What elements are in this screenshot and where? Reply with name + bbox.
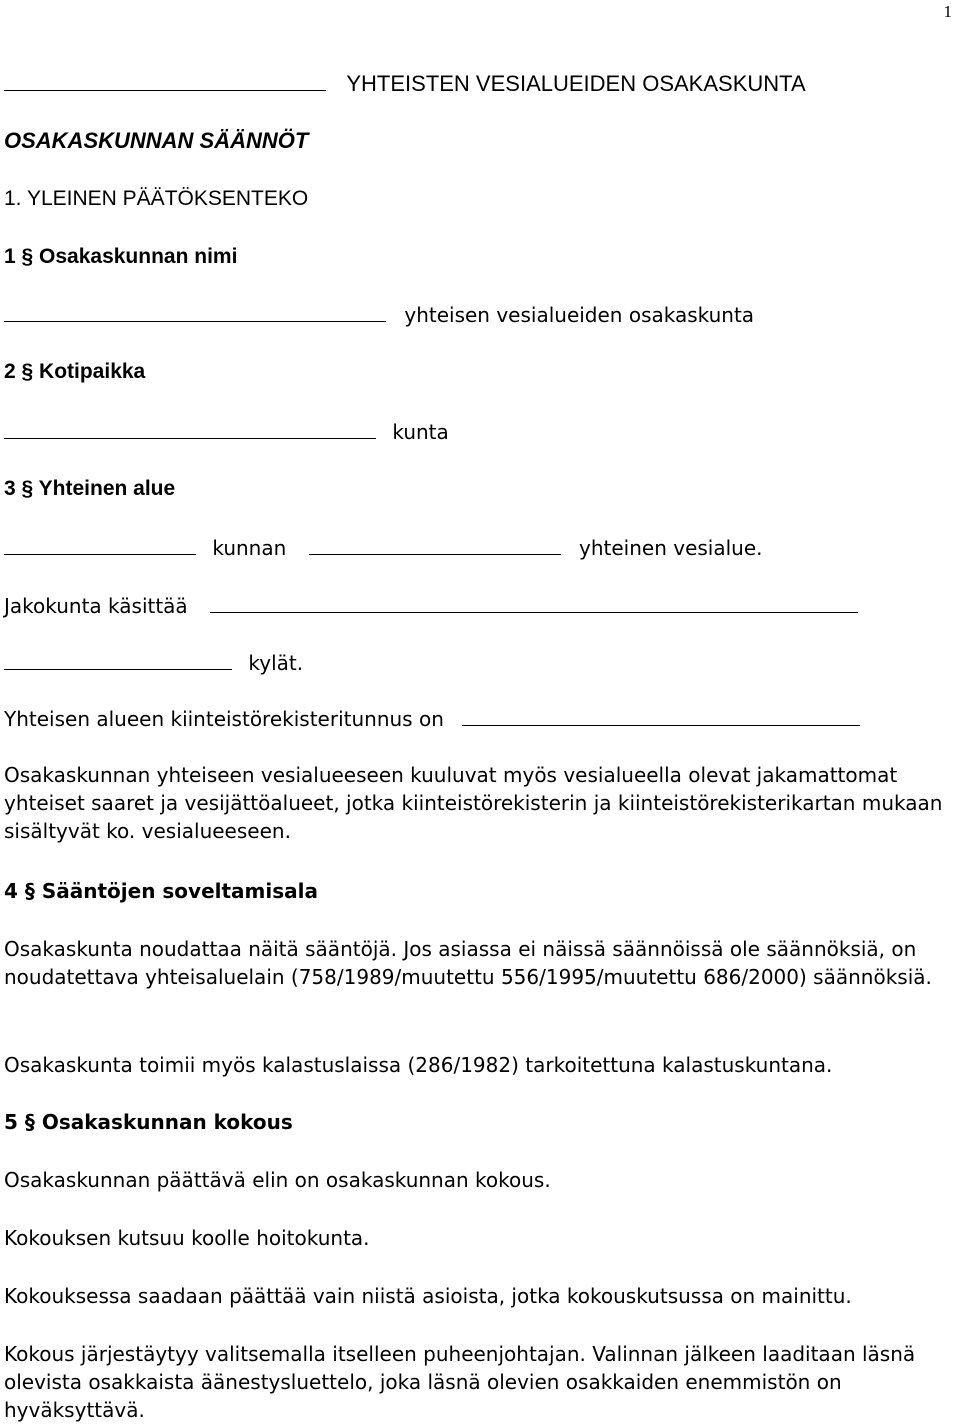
section-2-heading: 2 § Kotipaikka bbox=[4, 360, 146, 383]
register-label: Yhteisen alueen kiinteistörekisteritunnus on bbox=[4, 707, 444, 731]
kunnan-blank bbox=[4, 536, 196, 555]
kylat-line bbox=[4, 651, 303, 674]
section-5-paragraph-4: Kokous järjestäytyy valitsemalla itselleen puheenjohtajan. Valinnan jälkeen laaditaan läsnä olevista osakkaista äänestysluettelo, joka läsnä olevien osakkaiden enemmistön on hyväksyttävä. bbox=[4, 1342, 916, 1422]
section-5-paragraph-1: Osakaskunnan päättävä elin on osakaskunnan kokous. bbox=[4, 1168, 551, 1192]
osakaskunta-label: yhteisen vesialueiden osakaskunta bbox=[404, 303, 755, 327]
section-3-line bbox=[4, 536, 763, 559]
kunnan-label: kunnan bbox=[212, 536, 287, 560]
section-4-paragraph-2: Osakaskunta toimii myös kalastuslaissa (286/1982) tarkoitettuna kalastuskuntana. bbox=[4, 1053, 833, 1077]
kylat-blank bbox=[4, 651, 232, 670]
title-line bbox=[4, 72, 806, 95]
jakokunta-blank bbox=[210, 594, 858, 613]
section-1-line bbox=[4, 303, 754, 326]
section-2-line bbox=[4, 420, 449, 443]
document-subtitle: OSAKASKUNNAN SÄÄNNÖT bbox=[4, 128, 309, 153]
section-5-paragraph-3: Kokouksessa saadaan päättää vain niistä asioista, jotka kokouskutsussa on mainittu. bbox=[4, 1284, 852, 1308]
register-blank bbox=[462, 707, 860, 726]
section-5-heading: 5 § Osakaskunnan kokous bbox=[4, 1110, 293, 1134]
name-blank bbox=[4, 72, 326, 91]
osakaskunta-name-blank bbox=[4, 303, 386, 322]
kunta-label: kunta bbox=[392, 420, 449, 444]
section-5-paragraph-2: Kokouksen kutsuu koolle hoitokunta. bbox=[4, 1226, 370, 1250]
vesialue-blank bbox=[309, 536, 561, 555]
section-4-heading: 4 § Sääntöjen soveltamisala bbox=[4, 879, 319, 903]
jakokunta-line bbox=[4, 594, 858, 617]
section-1-heading: 1 § Osakaskunnan nimi bbox=[4, 245, 238, 268]
kylat-label: kylät. bbox=[248, 651, 304, 675]
kunta-blank bbox=[4, 420, 376, 439]
jakokunta-label: Jakokunta käsittää bbox=[4, 594, 188, 618]
chapter-heading: 1. YLEINEN PÄÄTÖKSENTEKO bbox=[4, 187, 309, 210]
section-4-paragraph-1: Osakaskunta noudattaa näitä sääntöjä. Jos asiassa ei näissä säännöissä ole säännöksiä, on noudatettava yhteisaluelain (758/1989/muutettu 556/1995/muutettu 686/2000) säännöksiä. bbox=[4, 937, 932, 989]
register-line bbox=[4, 707, 860, 730]
section-3-paragraph: Osakaskunnan yhteiseen vesialueeseen kuuluvat myös vesialueella olevat jakamattomat yhteiset saaret ja vesijättöalueet, jotka kiinteistörekisterin ja kiinteistörekisterikartan mukaan sisältyvät ko. vesialueeseen. bbox=[4, 763, 943, 843]
page-number: 1 bbox=[943, 2, 952, 21]
section-3-heading: 3 § Yhteinen alue bbox=[4, 477, 176, 500]
document-title: YHTEISTEN VESIALUEIDEN OSAKASKUNTA bbox=[346, 71, 806, 96]
vesialue-label: yhteinen vesialue. bbox=[579, 536, 763, 560]
